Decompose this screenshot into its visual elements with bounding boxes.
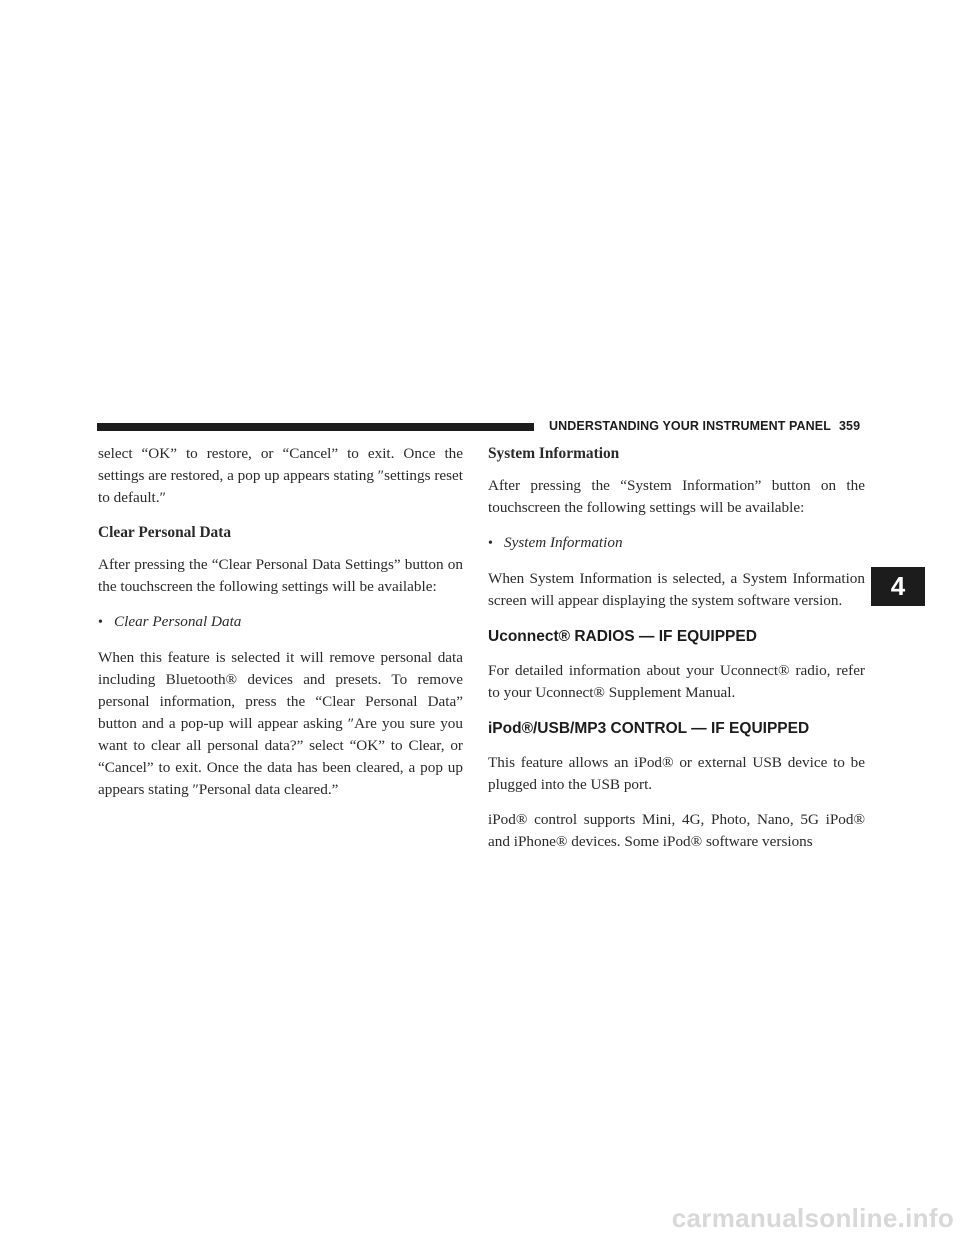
bullet-text: System Information [504,534,623,551]
clear-personal-data-intro: After pressing the “Clear Personal Data Settings” button on the touchscreen the following settings will be available: [98,556,463,595]
system-information-body: When System Information is selected, a System Information screen will appear displaying the system software version. [488,570,865,609]
bullet-icon: • [488,536,493,551]
heading-uconnect-radios: Uconnect® RADIOS — IF EQUIPPED [488,628,757,645]
watermark [0,1203,960,1234]
left-column [98,443,463,814]
system-information-intro: After pressing the “System Information” button on the touchscreen the following settings will be available: [488,477,865,516]
bullet-text: Clear Personal Data [114,613,242,630]
right-column [488,443,865,866]
header-rule [97,423,533,431]
chapter-tab: 4 [871,567,925,606]
uconnect-radios-body: For detailed information about your Uconnect® radio, refer to your Uconnect® Supplement Manual. [488,662,865,701]
running-header [549,419,860,433]
page-number: 359 [838,419,861,433]
bullet-item [488,532,865,555]
bullet-icon: • [98,615,103,630]
bullet-item [98,611,463,634]
ipod-body-1: This feature allows an iPod® or external USB device to be plugged into the USB port. [488,754,865,793]
heading-ipod-usb-mp3: iPod®/USB/MP3 CONTROL — IF EQUIPPED [488,720,810,737]
section-title-system-information: System Information [488,445,620,462]
ipod-body-2: iPod® control supports Mini, 4G, Photo, Nano, 5G iPod® and iPhone® devices. Some iPod® software versions [488,811,865,850]
running-header-title: UNDERSTANDING YOUR INSTRUMENT PANEL [549,419,831,433]
watermark-text: carmanualsonline.info [671,1203,954,1233]
clear-personal-data-body: When this feature is selected it will remove personal data including Bluetooth® devices and presets. To remove personal information, press the “Clear Personal Data” button and a pop-up will appear asking ″Are you sure you want to clear all personal data?” select “OK” to Clear, or “Cancel” to exit. Once the data has been cleared, a pop up appears stating ″Personal data cleared.” [98,649,463,798]
section-title-clear-personal-data: Clear Personal Data [98,524,232,541]
intro-paragraph: select “OK” to restore, or “Cancel” to exit. Once the settings are restored, a pop up appears stating ″settings reset to default.″ [98,445,463,506]
